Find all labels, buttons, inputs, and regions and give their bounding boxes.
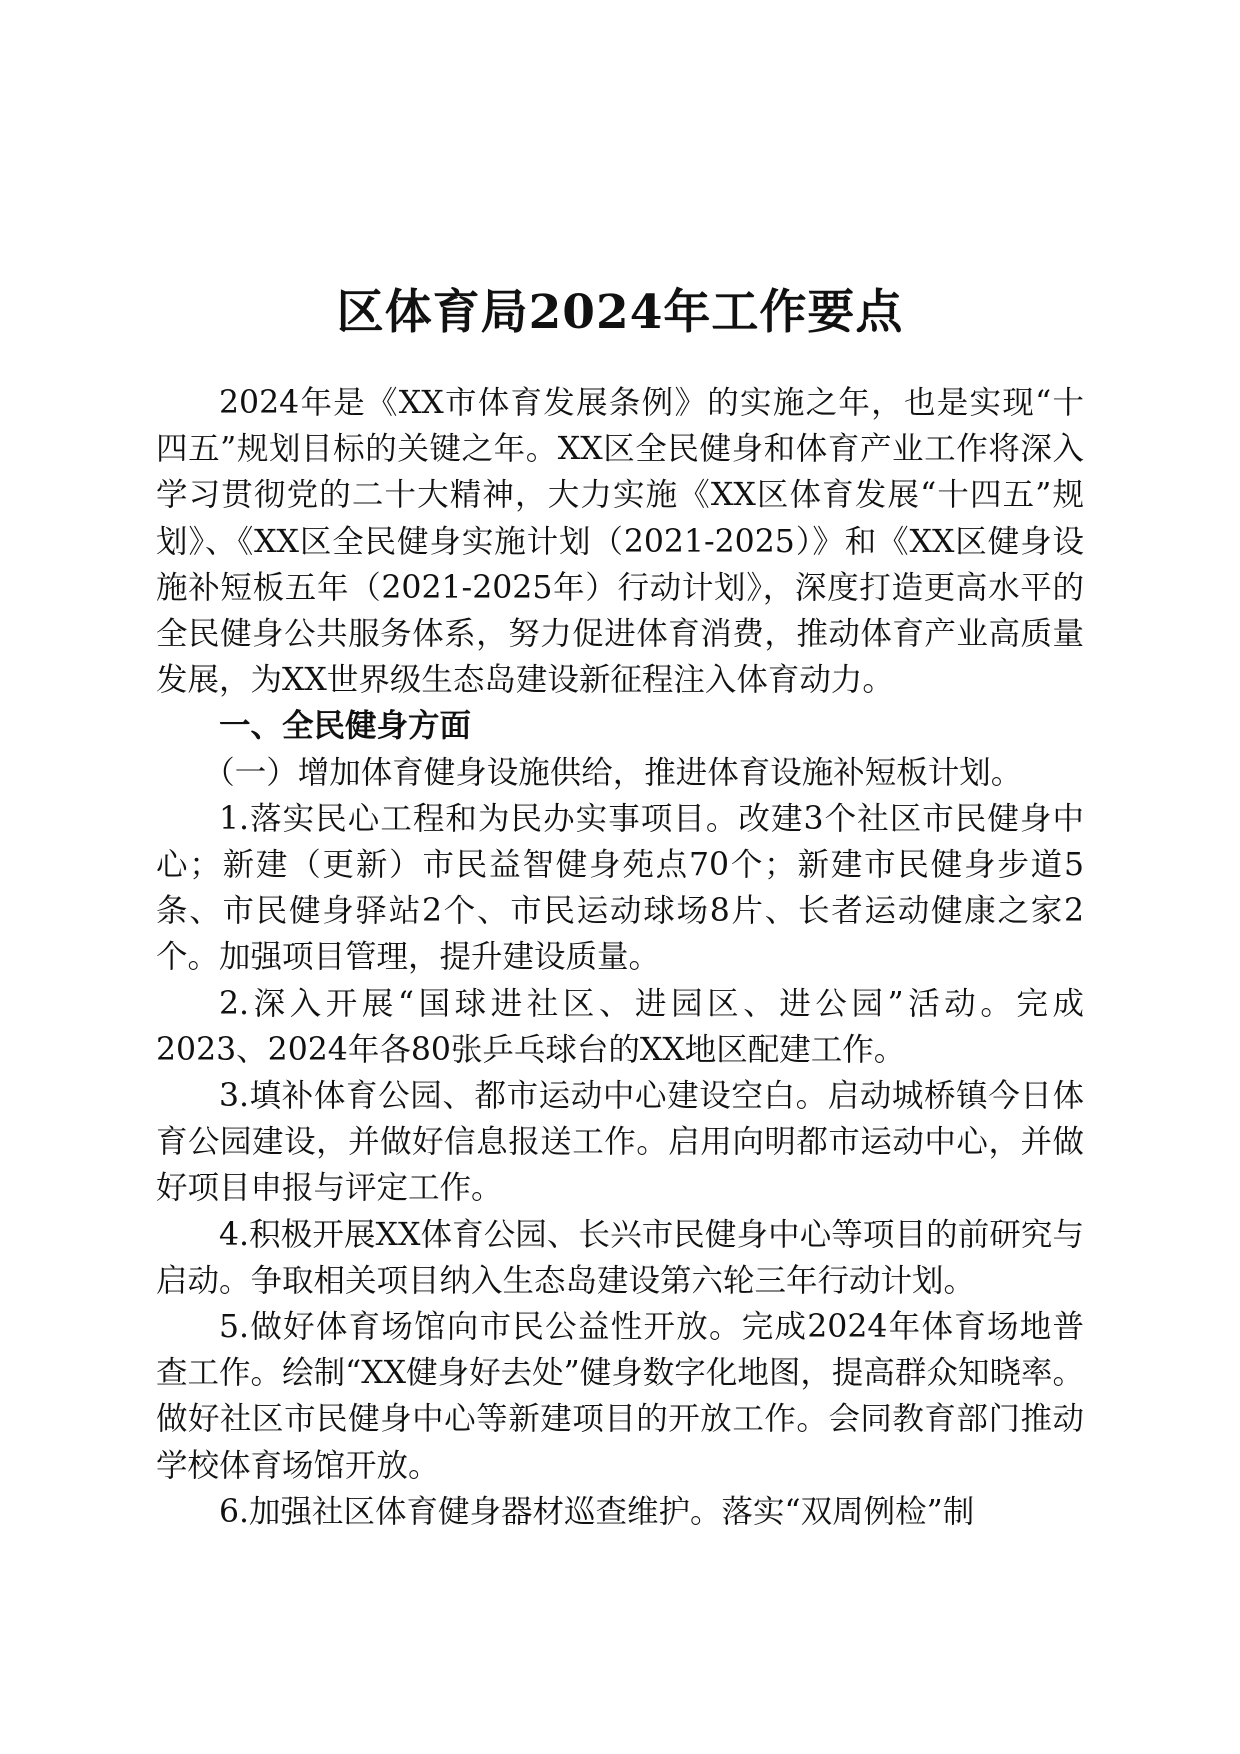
intro-paragraph: 2024年是《XX市体育发展条例》的实施之年，也是实现“十四五”规划目标的关键之年。XX区全民健身和体育产业工作将深入学习贯彻党的二十大精神，大力实施《XX区体育发展“十四五”规划》、《XX区全民健身实施计划（2021-2025）》和《XX区健身设施补短板五年（2021-2025年）行动计划》，深度打造更高水平的全民健身公共服务体系，努力促进体育消费，推动体育产业高质量发展，为XX世界级生态岛建设新征程注入体育动力。 bbox=[156, 385, 1084, 699]
list-item-5: 5.做好体育场馆向市民公益性开放。完成2024年体育场地普查工作。绘制“XX健身好去处”健身数字化地图，提高群众知晓率。做好社区市民健身中心等新建项目的开放工作。会同教育部门推动学校体育场馆开放。 bbox=[156, 1309, 1084, 1484]
list-item-6: 6.加强社区体育健身器材巡查维护。落实“双周例检”制 bbox=[219, 1493, 975, 1530]
document-body bbox=[156, 380, 1084, 1535]
list-item-3: 3.填补体育公园、都市运动中心建设空白。启动城桥镇今日体育公园建设，并做好信息报送工作。启用向明都市运动中心，并做好项目申报与评定工作。 bbox=[156, 1078, 1084, 1207]
list-item-2: 2.深入开展“国球进社区、进园区、进公园”活动。完成2023、2024年各80张乒乓球台的XX地区配建工作。 bbox=[156, 985, 1084, 1068]
list-item-1: 1.落实民心工程和为民办实事项目。改建3个社区市民健身中心；新建（更新）市民益智健身苑点70个；新建市民健身步道5条、市民健身驿站2个、市民运动球场8片、长者运动健康之家2个。加强项目管理，提升建设质量。 bbox=[156, 800, 1084, 976]
list-item-4: 4.积极开展XX体育公园、长兴市民健身中心等项目的前研究与启动。争取相关项目纳入生态岛建设第六轮三年行动计划。 bbox=[156, 1216, 1084, 1299]
subsection-heading-facilities: （一）增加体育健身设施供给，推进体育设施补短板计划。 bbox=[203, 754, 1023, 791]
section-heading-fitness: 一、全民健身方面 bbox=[219, 707, 472, 745]
document-title: 区体育局2024年工作要点 bbox=[336, 285, 904, 341]
